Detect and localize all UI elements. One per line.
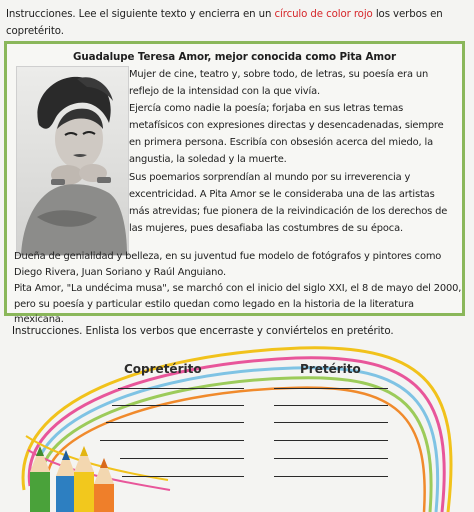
article-line: más atrevidas; fue pionera de la reivindicación de los derechos de [129, 205, 448, 217]
article-text-full-width [14, 249, 462, 328]
answer-line[interactable] [120, 458, 244, 459]
article-line: metafísicos con expresiones directas y desencadenadas, siempre [129, 120, 444, 132]
answer-line[interactable] [274, 458, 388, 459]
yellow-pencil [74, 446, 94, 512]
article-line: angustia, la soledad y la muerte. [129, 154, 287, 166]
blue-pencil [56, 450, 76, 512]
instructions-part2: los verbos en copretérito. [6, 9, 443, 37]
answer-line[interactable] [122, 476, 244, 477]
article-line: reflejo de la intensidad con la que vivía. [129, 86, 320, 98]
article-text-beside-photo [129, 66, 461, 237]
instructions-highlight: círculo de color rojo [274, 9, 373, 20]
article-line: Ejercía como nadie la poesía; forjaba en sus letras temas [129, 103, 404, 115]
answer-line[interactable] [274, 422, 388, 423]
article-title: Guadalupe Teresa Amor, mejor conocida como Pita Amor [73, 51, 396, 63]
answer-line[interactable] [274, 440, 388, 441]
article-box [4, 41, 465, 326]
article-paragraph: Dueña de genialidad y belleza, en su juventud fue modelo de fotógrafos y pintores como Diego Rivera, Juan Soriano y Raúl Anguiano. [14, 251, 442, 278]
article-line: excentricidad. A Pita Amor se le consideraba una de las artistas [129, 188, 435, 200]
answer-line[interactable] [118, 388, 244, 389]
top-instructions [6, 6, 468, 40]
article-line: las mujeres, pues desafiaba las costumbres de su época. [129, 222, 403, 234]
portrait-photo [16, 66, 129, 256]
instructions-part1: Instrucciones. Lee el siguiente texto y encierra en un [6, 9, 275, 20]
article-line: Sus poemarios sorprendían al mundo por su irreverencia y [129, 171, 411, 183]
answer-line[interactable] [274, 388, 388, 389]
answer-line[interactable] [112, 405, 244, 406]
column-header-copreterito: Copretérito [124, 362, 202, 376]
article-paragraph: Pita Amor, "La undécima musa", se marchó con el inicio del siglo XXI, el 8 de mayo del 2000, pero su poesía y particular estilo quedan como legado en la historia de la literatura mexicana. [14, 283, 462, 326]
answer-line[interactable] [106, 422, 244, 423]
article-line: en primera persona. Escribía con obsesión acerca del miedo, la [129, 137, 433, 149]
bottom-instructions: Instrucciones. Enlista los verbos que encerraste y conviértelos en pretérito. [12, 325, 394, 337]
pencil-frame-illustration [0, 340, 474, 512]
column-header-preterito: Pretérito [300, 362, 361, 376]
answer-line[interactable] [274, 476, 388, 477]
answer-line[interactable] [274, 405, 388, 406]
answer-line[interactable] [100, 440, 244, 441]
article-line: Mujer de cine, teatro y, sobre todo, de letras, su poesía era un [129, 69, 429, 80]
